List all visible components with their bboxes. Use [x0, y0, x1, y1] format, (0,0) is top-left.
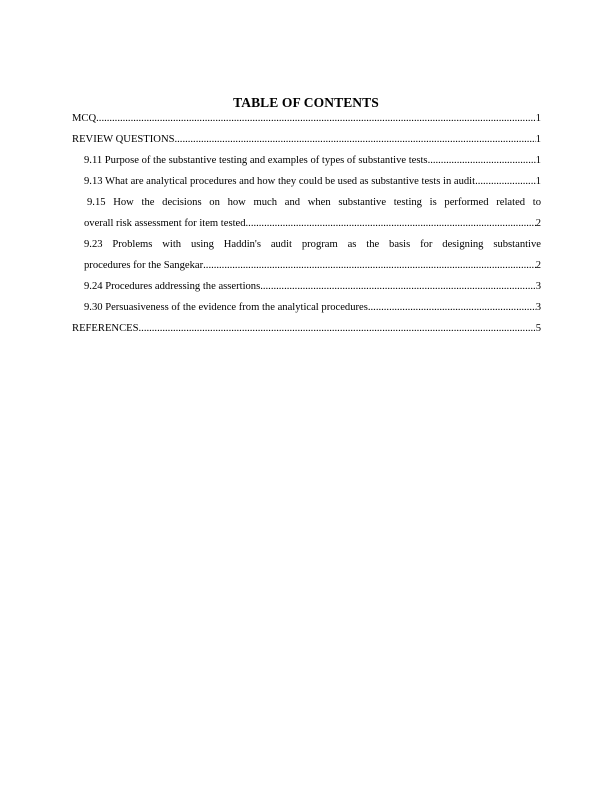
dot-leader [96, 112, 536, 125]
toc-entry-label-line1: 9.23 Problems with using Haddin's audit program as the basis for designing substantive [84, 238, 541, 250]
toc-entry-page: 3 [535, 280, 541, 292]
toc-entry-page: 5 [535, 322, 541, 334]
toc-entry-label-line1: 9.15 How the decisions on how much and when substantive testing is performed related to [87, 196, 541, 208]
toc-entry-label: 9.30 Persuasiveness of the evidence from the analytical procedures [84, 301, 368, 313]
toc-entry-label-line2: procedures for the Sangekar [84, 259, 204, 271]
dot-leader [478, 175, 536, 188]
toc-entry-page: 1 [535, 113, 541, 124]
toc-entry-page: 1 [535, 133, 541, 145]
dot-leader [175, 133, 536, 146]
dot-leader [368, 301, 536, 314]
toc-entry-label: MCQ [72, 113, 97, 124]
toc-entry-label: REVIEW QUESTIONS [72, 133, 175, 145]
dot-leader [139, 322, 536, 335]
toc-title: TABLE OF CONTENTS [233, 95, 379, 110]
toc-entry-9-24[interactable] [72, 280, 541, 293]
dot-leader [203, 259, 536, 272]
toc-entry-review-questions[interactable] [72, 133, 541, 146]
toc-entry-label-line2: overall risk assessment for item tested. [84, 217, 249, 229]
toc-entry-label: 9.24 Procedures addressing the assertions [84, 280, 261, 292]
toc-entry-page: 1 [535, 175, 541, 187]
toc-entry-9-30[interactable] [72, 301, 541, 314]
toc-entry-page: 1 [535, 154, 541, 166]
dot-leader [248, 217, 536, 230]
toc-entry-label: REFERENCES [72, 322, 139, 334]
toc-entry-page: 2 [535, 217, 541, 229]
toc-entry-9-13[interactable] [72, 175, 541, 188]
toc-entry-label: 9.13 What are analytical procedures and how they could be used as substantive tests in audit. [84, 175, 478, 187]
toc-entry-page: 2 [535, 259, 541, 271]
toc-entry-9-11[interactable] [72, 154, 541, 167]
toc-entry-mcq[interactable] [72, 112, 541, 125]
toc-entry-9-15[interactable] [72, 196, 541, 230]
toc-entry-label: 9.11 Purpose of the substantive testing and examples of types of substantive tests [84, 154, 428, 166]
dot-leader [260, 280, 535, 293]
toc-entry-page: 3 [535, 301, 541, 313]
table-of-contents [72, 112, 541, 343]
toc-entry-9-23[interactable] [72, 238, 541, 272]
toc-entry-references[interactable] [72, 322, 541, 335]
dot-leader [428, 154, 536, 167]
